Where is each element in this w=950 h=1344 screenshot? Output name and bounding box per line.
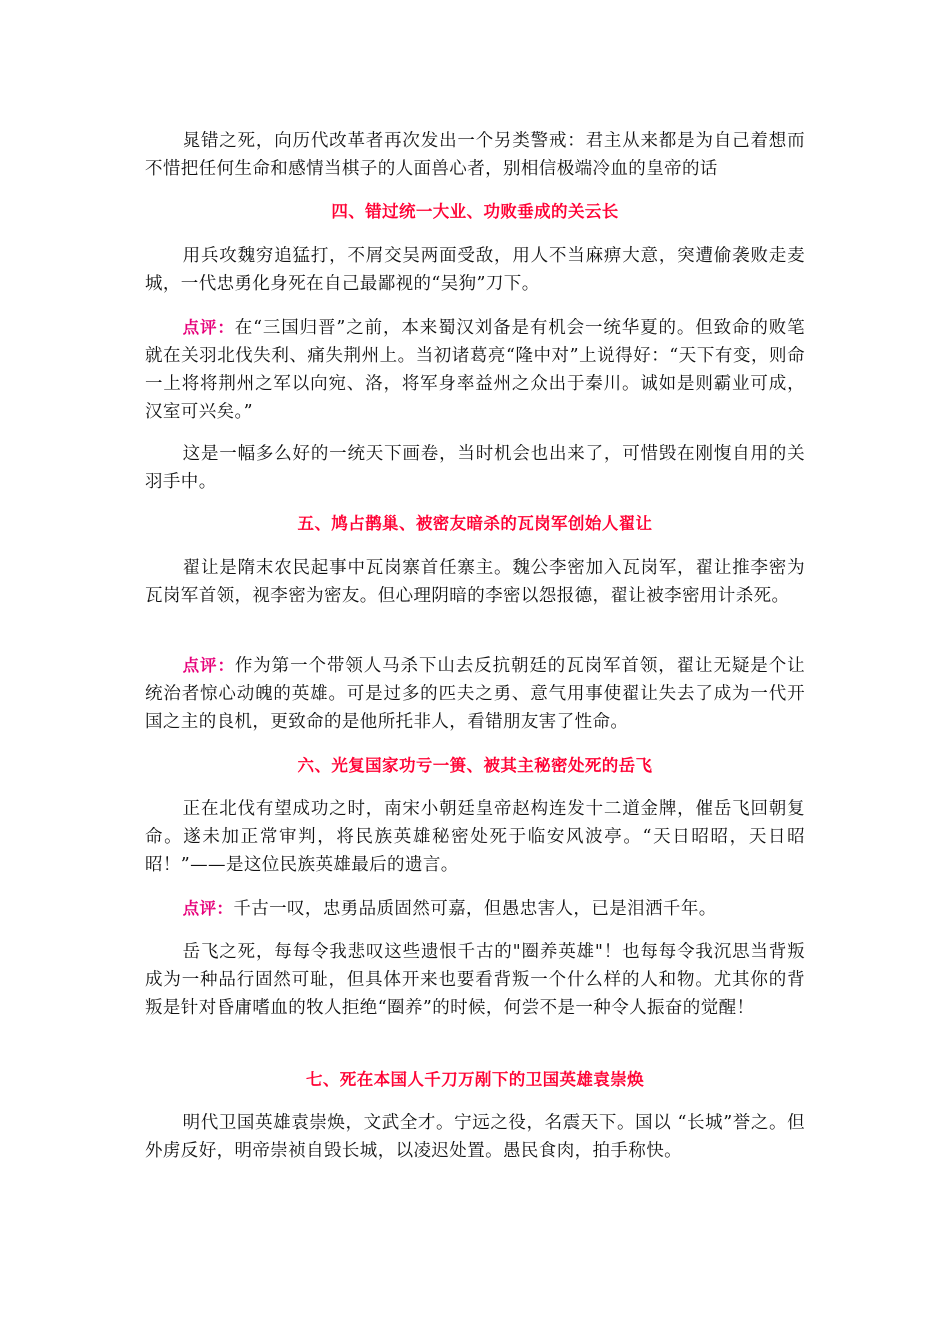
- section-4-comment: [145, 314, 805, 426]
- comment-text: 千古一叹，忠勇品质固然可嘉，但愚忠害人，已是泪洒千年。: [233, 899, 717, 919]
- section-4-paragraph-2: 这是一幅多么好的一统天下画卷，当时机会也出来了，可惜毁在刚愎自用的关羽手中。: [145, 444, 805, 492]
- comment-tag: 点评：: [182, 318, 235, 337]
- section-5-comment: [145, 652, 805, 736]
- section-heading-5: 五、鸠占鹊巢、被密友暗杀的瓦岗军创始人翟让: [297, 514, 653, 533]
- section-6-paragraph-1: 正在北伐有望成功之时，南宋小朝廷皇帝赵构连发十二道金牌，催岳飞回朝复命。遂未加正常审判，将民族英雄秘密处死于临安风波亭。“天日昭昭，天日昭昭！”——是这位民族英雄最后的遗言。: [145, 799, 805, 875]
- comment-text: 在“三国归晋”之前，本来蜀汉刘备是有机会一统华夏的。但致命的败笔就在关羽北伐失利、痛失荆州上。当初诸葛亮“隆中对”上说得好：“天下有变，则命一上将将荆州之军以向宛、洛，将军身率益州之众出于秦川。诚如是则霸业可成，汉室可兴矣。”: [145, 318, 805, 422]
- section-5-paragraph-1: 翟让是隋末农民起事中瓦岗寨首任寨主。魏公李密加入瓦岗军，翟让推李密为瓦岗军首领，视李密为密友。但心理阴暗的李密以怨报德，翟让被李密用计杀死。: [145, 558, 805, 606]
- intro-paragraph: 晁错之死，向历代改革者再次发出一个另类警戒：君主从来都是为自己着想而不惜把任何生命和感情当棋子的人面兽心者，别相信极端冷血的皇帝的话: [145, 131, 805, 179]
- section-6-comment: [145, 895, 805, 923]
- section-7-paragraph-1: 明代卫国英雄袁崇焕，文武全才。宁远之役，名震天下。国以 “长城”誉之。但外虏反好，明帝崇祯自毁长城，以凌迟处置。愚民食肉，拍手称快。: [145, 1113, 805, 1161]
- section-heading-4: 四、错过统一大业、功败垂成的关云长: [331, 202, 619, 221]
- comment-tag: 点评：: [182, 656, 235, 675]
- section-4-paragraph-1: 用兵攻魏穷追猛打，不屑交吴两面受敌，用人不当麻痹大意，突遭偷袭败走麦城，一代忠勇化身死在自己最鄙视的“吴狗”刀下。: [145, 246, 805, 294]
- comment-tag: 点评：: [182, 899, 234, 918]
- section-heading-7: 七、死在本国人千刀万剐下的卫国英雄袁崇焕: [306, 1070, 644, 1089]
- comment-text: 作为第一个带领人马杀下山去反抗朝廷的瓦岗军首领，翟让无疑是个让统治者惊心动魄的英雄。可是过多的匹夫之勇、意气用事使翟让失去了成为一代开国之主的良机，更致命的是他所托非人，看错朋友害了性命。: [145, 656, 805, 732]
- section-6-paragraph-2: 岳飞之死，每每令我悲叹这些遗恨千古的"圈养英雄"！也每每令我沉思当背叛成为一种品行固然可耻，但具体开来也要看背叛一个什么样的人和物。尤其你的背叛是针对昏庸嗜血的牧人拒绝“圈养”的时候，何尝不是一种令人振奋的觉醒！: [145, 942, 805, 1018]
- section-heading-6: 六、光复国家功亏一篑、被其主秘密处死的岳飞: [297, 756, 653, 775]
